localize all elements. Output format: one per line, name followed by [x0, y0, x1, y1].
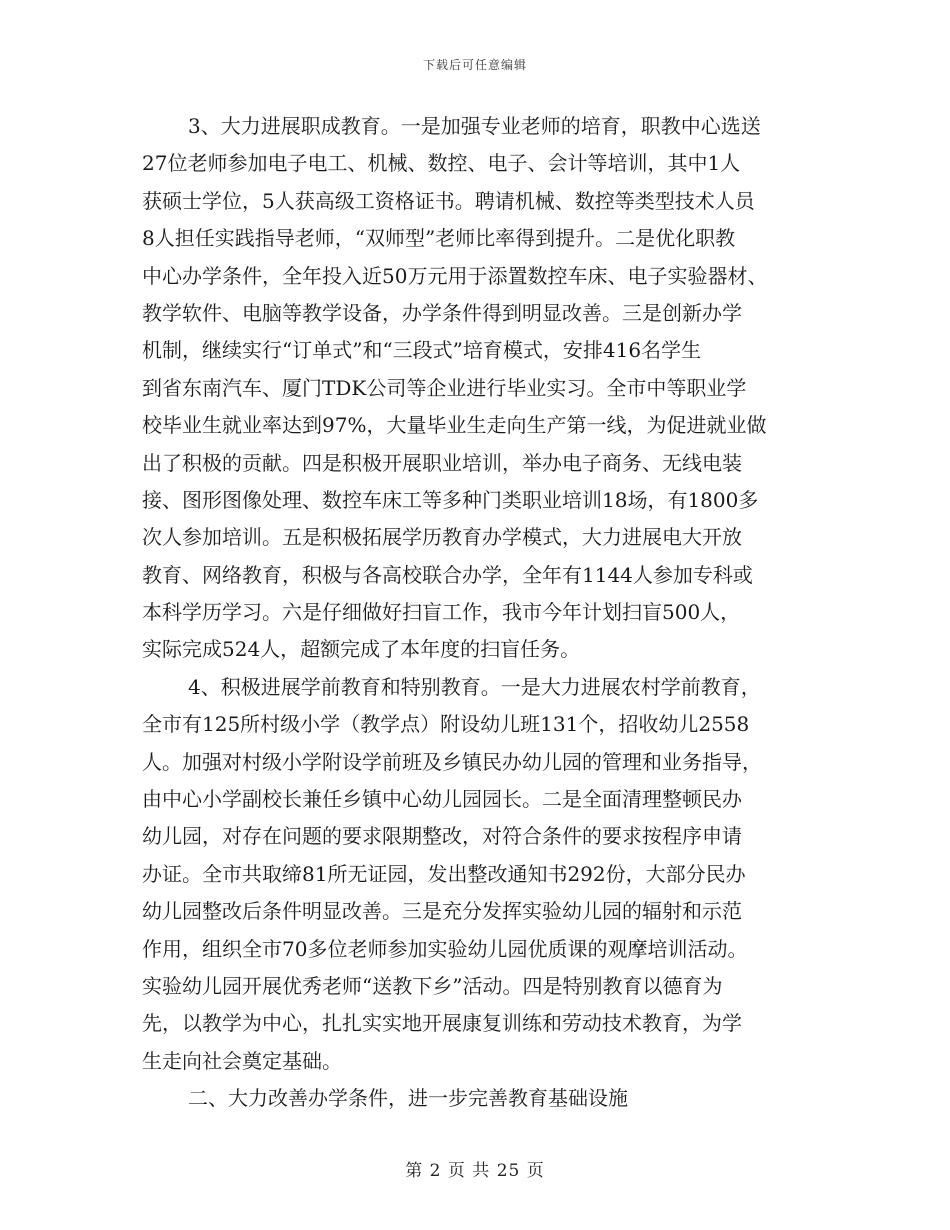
text-line: 机制，继续实行“订单式”和“三段式”培育模式，安排416名学生	[142, 338, 702, 363]
text-line: 教育、网络教育，积极与各高校联合办学，全年有1144人参加专科或	[142, 562, 753, 587]
text-line: 幼儿园整改后条件明显改善。三是充分发挥实验幼儿园的辐射和示范	[142, 899, 742, 924]
text-line: 3、大力进展职成教育。一是加强专业老师的培育，职教中心选送	[188, 114, 761, 138]
text-line: 人。加强对村级小学附设学前班及乡镇民办幼儿园的管理和业务指导，	[142, 749, 762, 774]
text-line: 本科学历学习。六是仔细做好扫盲工作，我市今年计划扫盲500人，	[142, 600, 741, 625]
text-line: 校毕业生就业率达到97%，大量毕业生走向生产第一线，为促进就业做	[142, 413, 767, 438]
text-line: 获硕士学位，5人获高级工资格证书。聘请机械、数控等类型技术人员	[142, 188, 755, 213]
text-line: 接、图形图像处理、数控车床工等多种门类职业培训18场，有1800多	[142, 487, 759, 512]
text-line: 实验幼儿园开展优秀老师“送教下乡”活动。四是特别教育以德育为	[142, 973, 723, 998]
text-line: 实际完成524人，超额完成了本年度的扫盲任务。	[142, 637, 581, 662]
page-footer: 第 2 页 共 25 页	[405, 1161, 545, 1181]
text-line: 到省东南汽车、厦门TDK公司等企业进行毕业实习。全市中等职业学	[142, 375, 747, 400]
text-line: 作用，组织全市70多位老师参加实验幼儿园优质课的观摩培训活动。	[142, 936, 748, 961]
document-body	[142, 108, 814, 1118]
text-line: 教学软件、电脑等教学设备，办学条件得到明显改善。三是创新办学	[142, 300, 742, 325]
text-line: 生走向社会奠定基础。	[142, 1048, 342, 1073]
text-line: 幼儿园，对存在问题的要求限期整改，对符合条件的要求按程序申请	[142, 824, 742, 849]
text-line: 出了积极的贡献。四是积极开展职业培训，举办电子商务、无线电装	[142, 450, 742, 475]
text-line: 27位老师参加电子电工、机械、数控、电子、会计等培训，其中1人	[142, 151, 741, 176]
text-line: 办证。全市共取缔81所无证园，发出整改通知书292份，大部分民办	[142, 861, 746, 886]
text-line: 次人参加培训。五是积极拓展学历教育办学模式，大力进展电大开放	[142, 525, 742, 550]
text-line: 中心办学条件，全年投入近50万元用于添置数控车床、电子实验器材、	[142, 263, 768, 288]
text-line: 先，以教学为中心，扎扎实实地开展康复训练和劳动技术教育，为学	[142, 1011, 742, 1036]
text-line: 二、大力改善办学条件，进一步完善教育基础设施	[188, 1086, 628, 1111]
text-line: 8人担任实践指导老师，“双师型”老师比率得到提升。二是优化职教	[142, 226, 736, 251]
text-line: 4、积极进展学前教育和特别教育。一是大力进展农村学前教育，	[188, 674, 761, 699]
page-header: 下载后可任意编辑	[422, 58, 527, 72]
text-line: 全市有125所村级小学（教学点）附设幼儿班131个，招收幼儿2558	[142, 712, 750, 737]
text-line: 由中心小学副校长兼任乡镇中心幼儿园园长。二是全面清理整顿民办	[142, 787, 742, 812]
